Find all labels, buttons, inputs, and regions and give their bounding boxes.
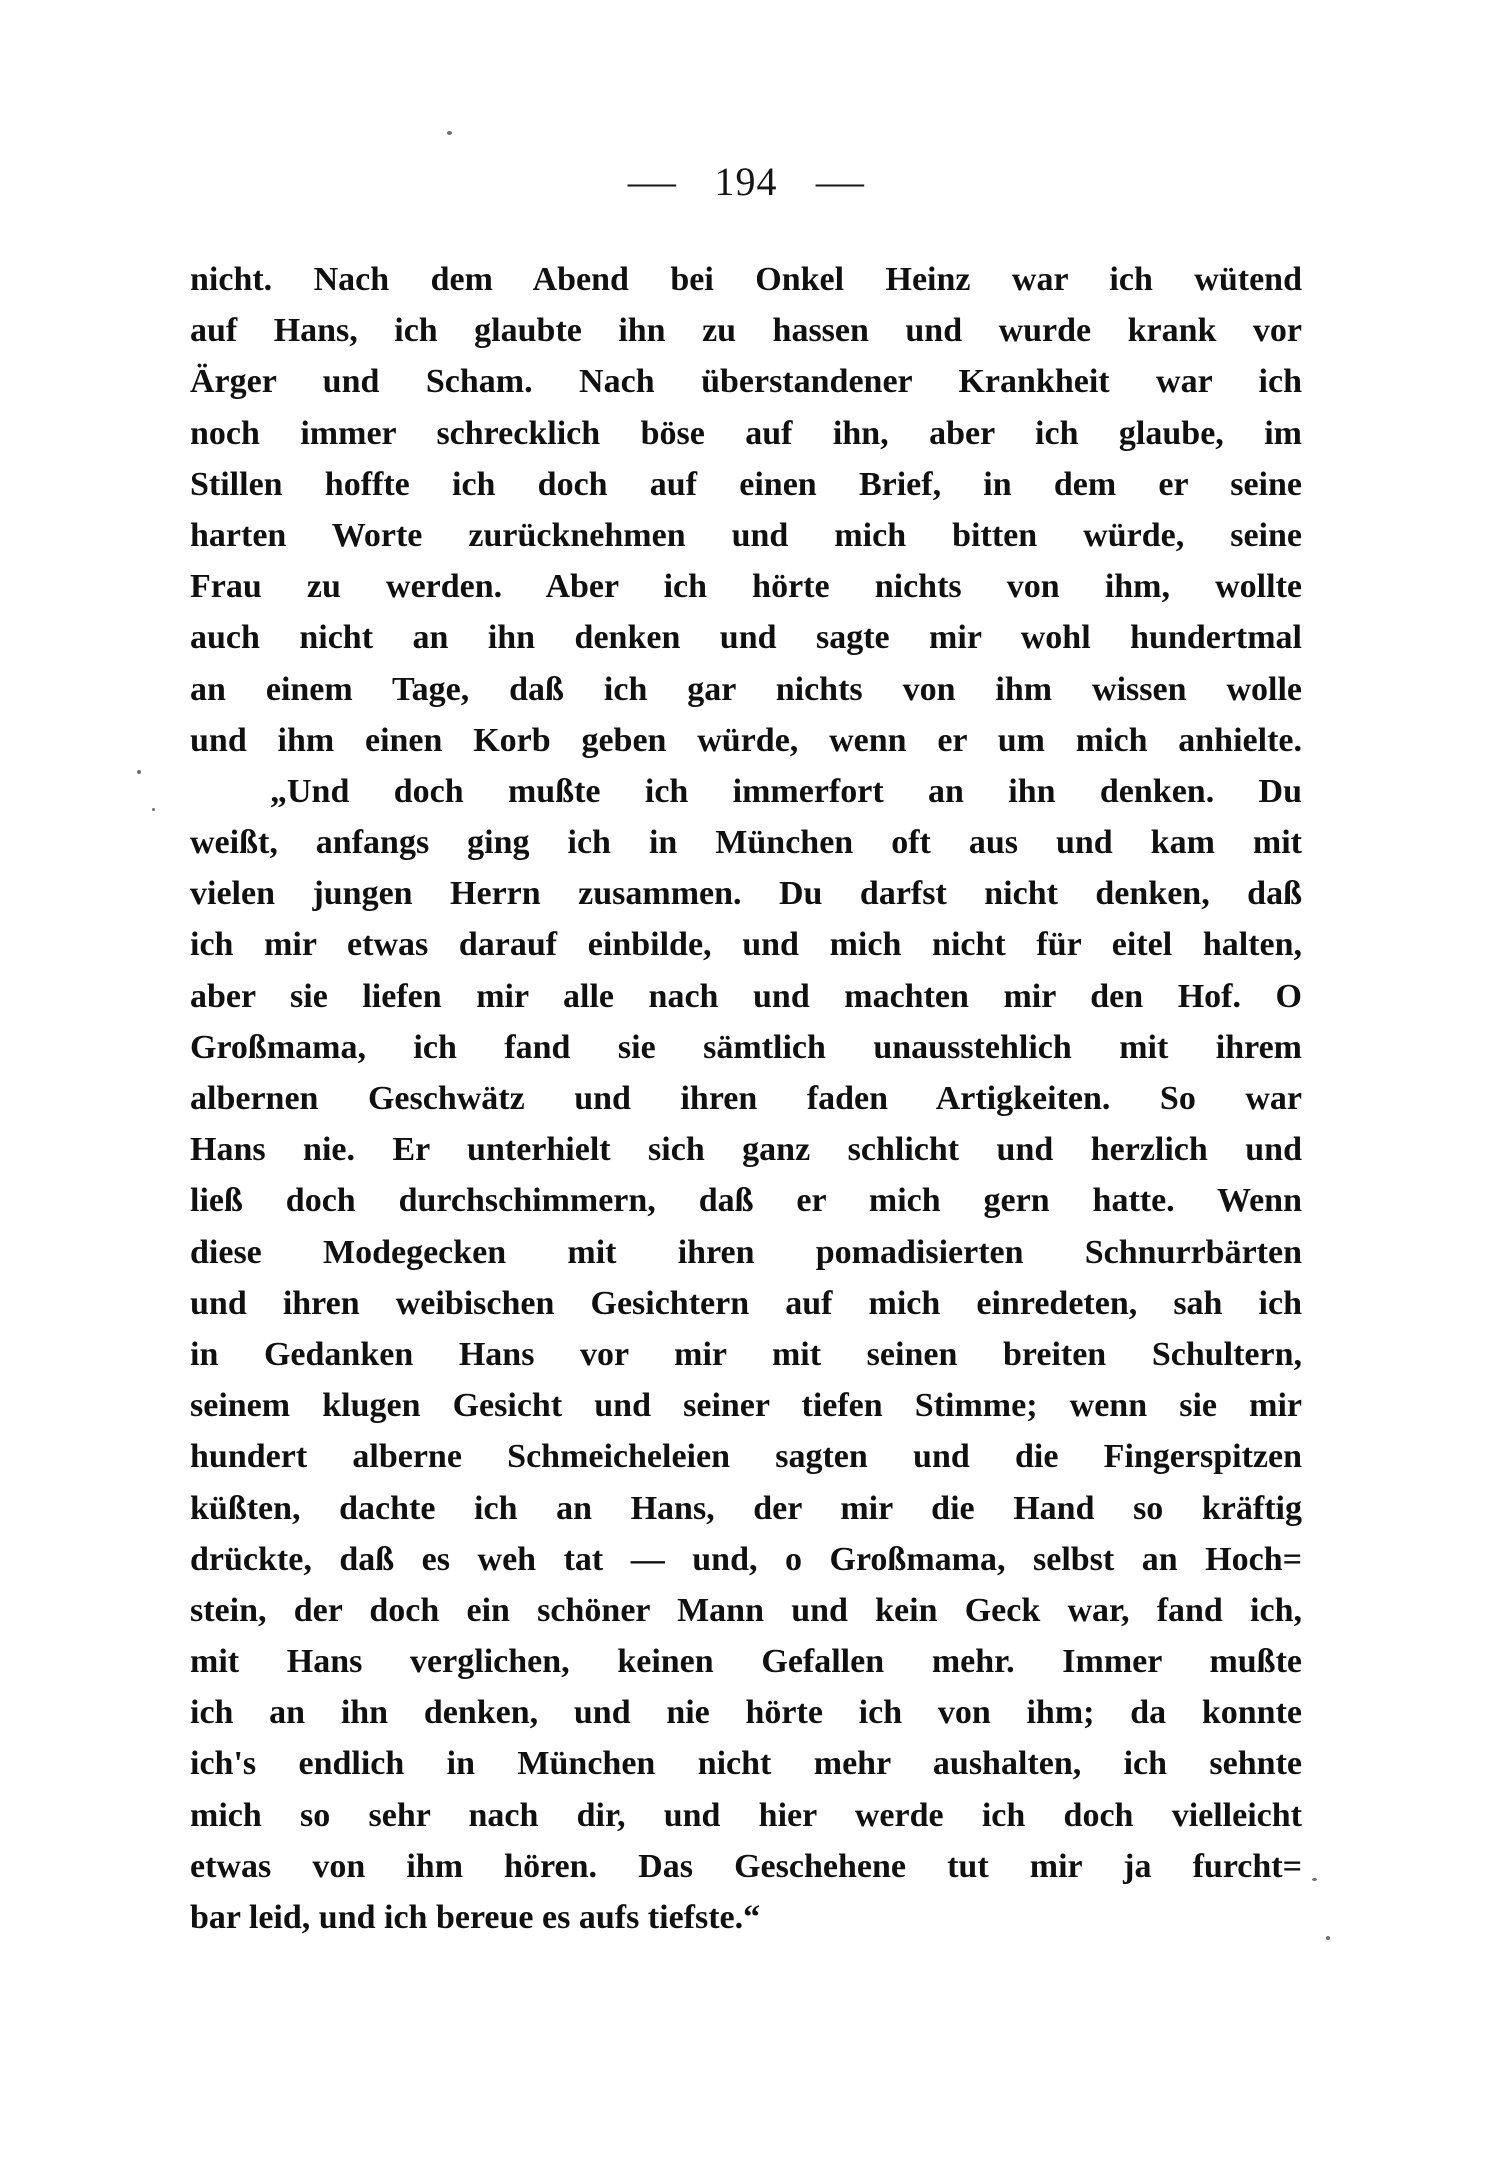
scan-speck xyxy=(152,808,155,811)
text-line: ich mir etwas darauf einbilde, und mich nicht für eitel halten, xyxy=(190,926,1302,964)
text-line: weißt, anfangs ging ich in München oft aus und kam mit xyxy=(190,824,1302,862)
text-line: Frau zu werden. Aber ich hörte nichts von ihm, wollte xyxy=(190,568,1302,606)
text-line: ich's endlich in München nicht mehr aushalten, ich sehnte xyxy=(190,1745,1302,1783)
text-line: und ihm einen Korb geben würde, wenn er um mich anhielte. xyxy=(190,721,1302,759)
text-line: vielen jungen Herrn zusammen. Du darfst nicht denken, daß xyxy=(190,875,1302,913)
text-line: küßten, dachte ich an Hans, der mir die Hand so kräftig xyxy=(190,1489,1302,1527)
text-line: und ihren weibischen Gesichtern auf mich einredeten, sah ich xyxy=(190,1284,1302,1322)
text-line: ich an ihn denken, und nie hörte ich von ihm; da konnte xyxy=(190,1694,1302,1732)
page-number: 194 xyxy=(714,159,778,204)
text-line: „Und doch mußte ich immerfort an ihn denken. Du xyxy=(270,772,1302,810)
text-line: drückte, daß es weh tat — und, o Großmama, selbst an Hoch= xyxy=(190,1540,1302,1578)
text-line: in Gedanken Hans vor mir mit seinen breiten Schultern, xyxy=(190,1335,1302,1373)
text-line: albernen Geschwätz und ihren faden Artigkeiten. So war xyxy=(190,1080,1302,1117)
text-line: ließ doch durchschimmern, daß er mich gern hatte. Wenn xyxy=(190,1182,1302,1220)
text-line: an einem Tage, daß ich gar nichts von ihm wissen wolle xyxy=(190,670,1302,708)
text-line: Hans nie. Er unterhielt sich ganz schlicht und herzlich und xyxy=(190,1131,1302,1169)
text-line: etwas von ihm hören. Das Geschehene tut mir ja furcht= xyxy=(190,1847,1302,1885)
text-line: harten Worte zurücknehmen und mich bitten würde, seine xyxy=(190,516,1302,554)
text-line: mich so sehr nach dir, und hier werde ich doch vielleicht xyxy=(190,1796,1302,1834)
text-line: Stillen hoffte ich doch auf einen Brief, in dem er seine xyxy=(190,465,1302,503)
text-line: auf Hans, ich glaubte ihn zu hassen und wurde krank vor xyxy=(190,312,1302,350)
text-line: Ärger und Scham. Nach überstandener Krankheit war ich xyxy=(190,363,1302,401)
text-line: diese Modegecken mit ihren pomadisierten Schnurrbärten xyxy=(190,1233,1302,1271)
text-line: noch immer schrecklich böse auf ihn, aber ich glaube, im xyxy=(190,414,1302,452)
page-header xyxy=(190,158,1302,205)
text-line: seinem klugen Gesicht und seiner tiefen Stimme; wenn sie mir xyxy=(190,1387,1302,1425)
text-line: Großmama, ich fand sie sämtlich unausstehlich mit ihrem xyxy=(190,1028,1302,1066)
text-line: aber sie liefen mir alle nach und machten mir den Hof. O xyxy=(190,977,1302,1015)
scan-speck xyxy=(447,131,452,135)
text-line: bar leid, und ich bereue es aufs tiefste.“ xyxy=(190,1899,761,1936)
scan-speck xyxy=(1312,1878,1317,1881)
scan-speck xyxy=(1326,1936,1330,1940)
page-text xyxy=(190,254,1302,1943)
text-line: hundert alberne Schmeicheleien sagten und die Fingerspitzen xyxy=(190,1438,1302,1476)
scan-speck xyxy=(137,770,141,774)
text-line: stein, der doch ein schöner Mann und kein Geck war, fand ich, xyxy=(190,1591,1302,1629)
header-dash-left: — xyxy=(627,159,677,204)
text-line: nicht. Nach dem Abend bei Onkel Heinz war ich wütend xyxy=(190,261,1302,298)
text-line: auch nicht an ihn denken und sagte mir wohl hundertmal xyxy=(190,619,1302,657)
header-dash-right: — xyxy=(815,159,865,204)
text-line: mit Hans verglichen, keinen Gefallen mehr. Immer mußte xyxy=(190,1643,1302,1681)
